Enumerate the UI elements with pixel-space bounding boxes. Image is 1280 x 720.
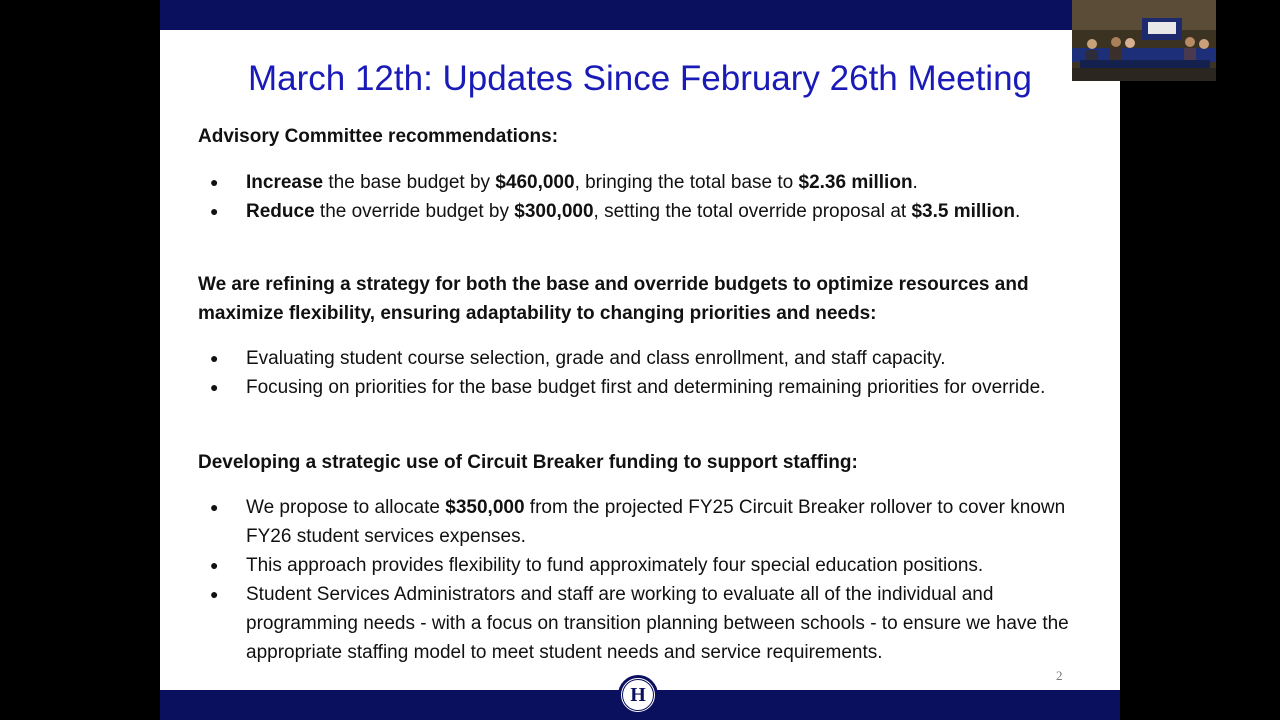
- school-logo: [618, 675, 658, 715]
- bullet-text: .: [912, 172, 918, 193]
- bullet-text: We propose to allocate: [246, 497, 446, 518]
- bullet-item: [198, 580, 1098, 667]
- bullet-item: [198, 344, 1098, 373]
- slide-top-bar: [160, 0, 1120, 30]
- bullet-item: [198, 373, 1098, 402]
- bullet-list-advisory: [198, 168, 1098, 226]
- meeting-video-thumbnail[interactable]: [1072, 0, 1216, 81]
- bullet-text: This approach provides flexibility to fund approximately four special education positions.: [246, 555, 984, 576]
- bullet-emphasis-text: $3.5 million: [911, 201, 1015, 222]
- slide-title: March 12th: Updates Since February 26th Meeting: [247, 59, 1033, 98]
- bullet-text: the base budget by: [323, 172, 496, 193]
- bullet-icon: ●: [210, 350, 219, 366]
- bullet-list-circuit-breaker: [198, 493, 1098, 667]
- bullet-item: [198, 493, 1098, 551]
- section-heading-circuit-breaker: Developing a strategic use of Circuit Breaker funding to support staffing:: [198, 452, 858, 473]
- bullet-text: , bringing the total base to: [574, 172, 799, 193]
- bullet-icon: ●: [210, 586, 219, 602]
- bullet-text: , setting the total override proposal at: [593, 201, 912, 222]
- section-heading-advisory: Advisory Committee recommendations:: [198, 126, 559, 147]
- presentation-slide: [160, 0, 1120, 720]
- section-heading-strategy: We are refining a strategy for both the base and override budgets to optimize resources and maximize flexibility, ensuring adaptability to changing priorities and needs:: [198, 274, 1029, 324]
- bullet-emphasis-text: $300,000: [514, 201, 594, 222]
- bullet-emphasis-text: $460,000: [495, 172, 575, 193]
- bullet-text: from the projected FY25 Circuit Breaker rollover to cover known FY26 student services expenses.: [246, 497, 1066, 547]
- logo-letter: H: [622, 679, 654, 711]
- bullet-emphasis-text: Reduce: [246, 201, 315, 222]
- slide-page-number: 2: [1056, 668, 1063, 683]
- bullet-text: the override budget by: [314, 201, 515, 222]
- bullet-icon: ●: [210, 174, 219, 190]
- bullet-list-strategy: [198, 344, 1098, 402]
- bullet-text: .: [1014, 201, 1021, 222]
- bullet-icon: ●: [210, 379, 219, 395]
- bullet-text: Evaluating student course selection, grade and class enrollment, and staff capacity.: [246, 348, 946, 369]
- bullet-emphasis-text: Increase: [246, 172, 324, 193]
- bullet-text: Student Services Administrators and staff are working to evaluate all of the individual and programming needs - with a focus on transition planning between schools - to ensure we have the appropriate staffing model to meet student needs and service requirements.: [246, 584, 1069, 663]
- bullet-item: [198, 168, 1098, 197]
- bullet-icon: ●: [210, 499, 219, 515]
- bullet-text: Focusing on priorities for the base budget first and determining remaining priorities for override.: [246, 377, 1046, 398]
- bullet-emphasis-text: $350,000: [445, 497, 525, 518]
- meeting-room-image: [1072, 0, 1216, 81]
- bullet-icon: ●: [210, 557, 219, 573]
- bullet-item: [198, 551, 1098, 580]
- bullet-icon: ●: [210, 203, 219, 219]
- bullet-emphasis-text: $2.36 million: [798, 172, 913, 193]
- bullet-item: [198, 197, 1098, 226]
